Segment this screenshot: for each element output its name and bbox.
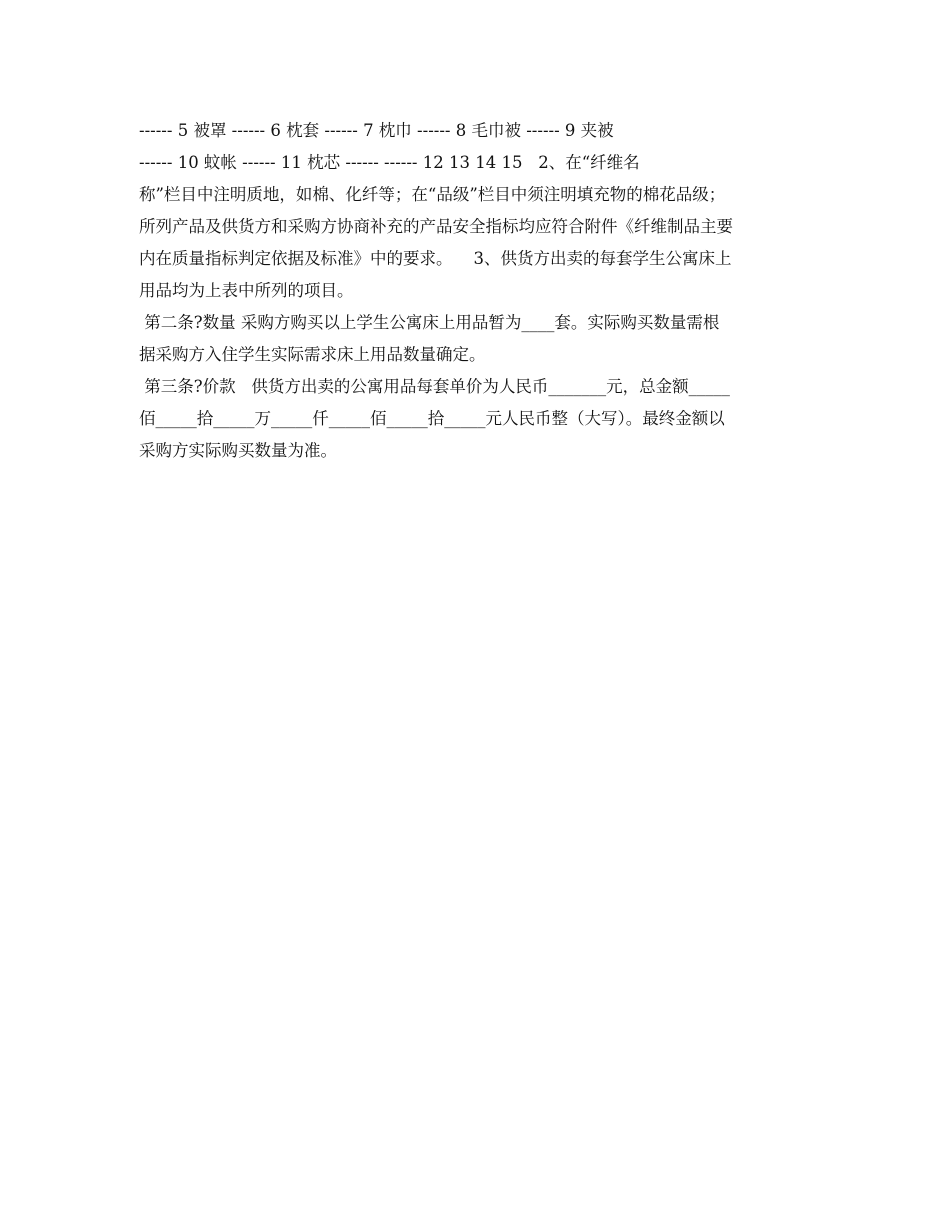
text-line: 称”栏目中注明质地，如棉、化纤等；在“品级”栏目中须注明填充物的棉花品级； bbox=[139, 185, 726, 204]
text-line: 内在质量指标判定依据及标准》中的要求。 3、供货方出卖的每套学生公寓床上 bbox=[139, 249, 732, 268]
clause-2-quantity: 第二条?数量 采购方购买以上学生公寓床上用品暂为____套。实际购买数量需根 bbox=[139, 313, 720, 332]
text-line: 佰_____拾_____万_____仟_____佰_____拾_____元人民币整（大写）。最终金额以 bbox=[139, 409, 725, 428]
clause-3-price: 第三条?价款 供货方出卖的公寓用品每套单价为人民币_______元，总金额_____ bbox=[139, 377, 730, 396]
text-line: 据采购方入住学生实际需求床上用品数量确定。 bbox=[139, 345, 486, 364]
text-line: 所列产品及供货方和采购方协商补充的产品安全指标均应符合附件《纤维制品主要 bbox=[139, 217, 733, 236]
text-line: 采购方实际购买数量为准。 bbox=[139, 441, 337, 460]
text-line: 用品均为上表中所列的项目。 bbox=[139, 281, 354, 300]
text-line: ------ 5 被罩 ------ 6 枕套 ------ 7 枕巾 ------ 8 毛巾被 ------ 9 夹被 bbox=[139, 121, 614, 140]
document-body bbox=[139, 116, 819, 465]
text-line: ------ 10 蚊帐 ------ 11 枕芯 ------ ------ 12 13 14 15 2、在“纤维名 bbox=[139, 153, 640, 172]
